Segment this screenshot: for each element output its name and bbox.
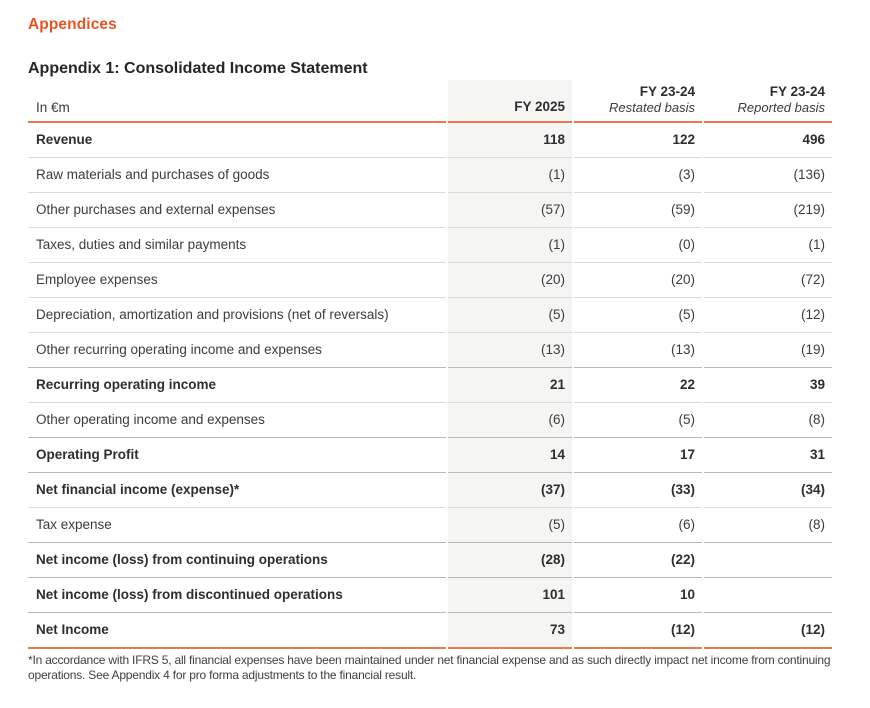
value-cell-fy2324-reported: (8) — [704, 402, 832, 437]
value-cell-fy2324-restated: (6) — [574, 507, 702, 542]
table-row — [28, 507, 832, 542]
value-cell-fy2324-reported: 39 — [704, 367, 832, 402]
value-cell-fy2025: (57) — [448, 192, 572, 227]
value-cell-fy2025: 14 — [448, 437, 572, 472]
value-cell-fy2324-reported: (19) — [704, 332, 832, 367]
value-cell-fy2025: (20) — [448, 262, 572, 297]
value-cell-fy2324-restated: 10 — [574, 577, 702, 612]
row-label-cell: Taxes, duties and similar payments — [28, 227, 446, 262]
table-header — [28, 80, 832, 123]
table-row — [28, 367, 832, 402]
income-table-body — [28, 123, 832, 649]
value-cell-fy2025: (5) — [448, 297, 572, 332]
table-row — [28, 297, 832, 332]
value-cell-fy2324-reported: (72) — [704, 262, 832, 297]
table-row — [28, 262, 832, 297]
column-header-restated-year: FY 23-24 — [639, 84, 695, 99]
row-label-cell: Raw materials and purchases of goods — [28, 157, 446, 192]
row-label-cell: Other purchases and external expenses — [28, 192, 446, 227]
table-row — [28, 542, 832, 577]
value-cell-fy2025: (1) — [448, 157, 572, 192]
row-label-cell: Tax expense — [28, 507, 446, 542]
value-cell-fy2324-reported — [704, 542, 832, 577]
value-cell-fy2025: (5) — [448, 507, 572, 542]
column-header-fy2324-reported — [704, 80, 832, 123]
value-cell-fy2324-reported: (34) — [704, 472, 832, 507]
value-cell-fy2324-reported: (136) — [704, 157, 832, 192]
table-row — [28, 402, 832, 437]
value-cell-fy2324-restated: (0) — [574, 227, 702, 262]
value-cell-fy2324-restated: (12) — [574, 612, 702, 649]
value-cell-fy2025: (6) — [448, 402, 572, 437]
table-row — [28, 437, 832, 472]
appendices-heading: Appendices — [28, 16, 117, 33]
row-label-cell: Net financial income (expense)* — [28, 472, 446, 507]
row-label-cell: Employee expenses — [28, 262, 446, 297]
value-cell-fy2025: 21 — [448, 367, 572, 402]
value-cell-fy2025: (13) — [448, 332, 572, 367]
row-label-cell: Depreciation, amortization and provisions (net of reversals) — [28, 297, 446, 332]
row-label-cell: Other recurring operating income and expenses — [28, 332, 446, 367]
row-label-cell: Other operating income and expenses — [28, 402, 446, 437]
income-statement-table — [26, 80, 834, 649]
column-header-restated-basis: Restated basis — [609, 100, 695, 115]
value-cell-fy2324-reported: 496 — [802, 132, 825, 147]
column-header-fy2025-label: FY 2025 — [514, 99, 565, 114]
value-cell-fy2025: 73 — [448, 612, 572, 649]
table-row — [28, 612, 832, 649]
value-cell-fy2324-reported: (8) — [704, 507, 832, 542]
table-row — [28, 192, 832, 227]
row-label-cell: Net income (loss) from discontinued operations — [28, 577, 446, 612]
value-cell-fy2025: (28) — [448, 542, 572, 577]
value-cell-fy2025: (37) — [448, 472, 572, 507]
value-cell-fy2324-restated: (13) — [574, 332, 702, 367]
value-cell-fy2324-restated: (3) — [574, 157, 702, 192]
column-header-fy2324-restated — [574, 80, 702, 123]
column-header-fy2025 — [448, 80, 572, 123]
column-header-reported-basis: Reported basis — [737, 100, 825, 115]
value-cell-fy2324-restated: (22) — [574, 542, 702, 577]
value-cell-fy2025: 101 — [448, 577, 572, 612]
table-row — [28, 472, 832, 507]
value-cell-fy2025: (1) — [448, 227, 572, 262]
value-cell-fy2324-reported: (1) — [704, 227, 832, 262]
footnote: *In accordance with IFRS 5, all financial expenses have been maintained under net financial expense and as such directly impact net income from continuing operations. See Appendix 4 for pro forma adjustments to the financial result. — [28, 653, 831, 682]
value-cell-fy2324-restated: (5) — [574, 402, 702, 437]
column-header-reported-year: FY 23-24 — [769, 84, 825, 99]
value-cell-fy2324-reported: (12) — [704, 612, 832, 649]
value-cell-fy2324-restated: (20) — [574, 262, 702, 297]
table-row — [28, 227, 832, 262]
value-cell-fy2324-restated: 22 — [574, 367, 702, 402]
table-row — [28, 157, 832, 192]
value-cell-fy2324-reported: (12) — [704, 297, 832, 332]
table-row — [28, 123, 832, 157]
row-label-cell: Net income (loss) from continuing operations — [28, 542, 446, 577]
value-cell-fy2324-restated: 17 — [574, 437, 702, 472]
value-cell-fy2324-reported: 31 — [704, 437, 832, 472]
value-cell-fy2324-restated: 122 — [672, 132, 695, 147]
row-label-cell: Recurring operating income — [28, 367, 446, 402]
unit-label: In €m — [28, 80, 446, 123]
value-cell-fy2324-reported — [704, 577, 832, 612]
appendix-title: Appendix 1: Consolidated Income Statement — [28, 60, 368, 77]
row-label-cell: Revenue — [36, 132, 93, 147]
row-label-cell: Net Income — [28, 612, 446, 649]
table-row — [28, 332, 832, 367]
value-cell-fy2025: 118 — [448, 123, 572, 157]
table-row — [28, 577, 832, 612]
value-cell-fy2324-restated: (33) — [574, 472, 702, 507]
value-cell-fy2324-restated: (59) — [574, 192, 702, 227]
value-cell-fy2324-restated: (5) — [574, 297, 702, 332]
value-cell-fy2324-reported: (219) — [704, 192, 832, 227]
row-label-cell: Operating Profit — [28, 437, 446, 472]
